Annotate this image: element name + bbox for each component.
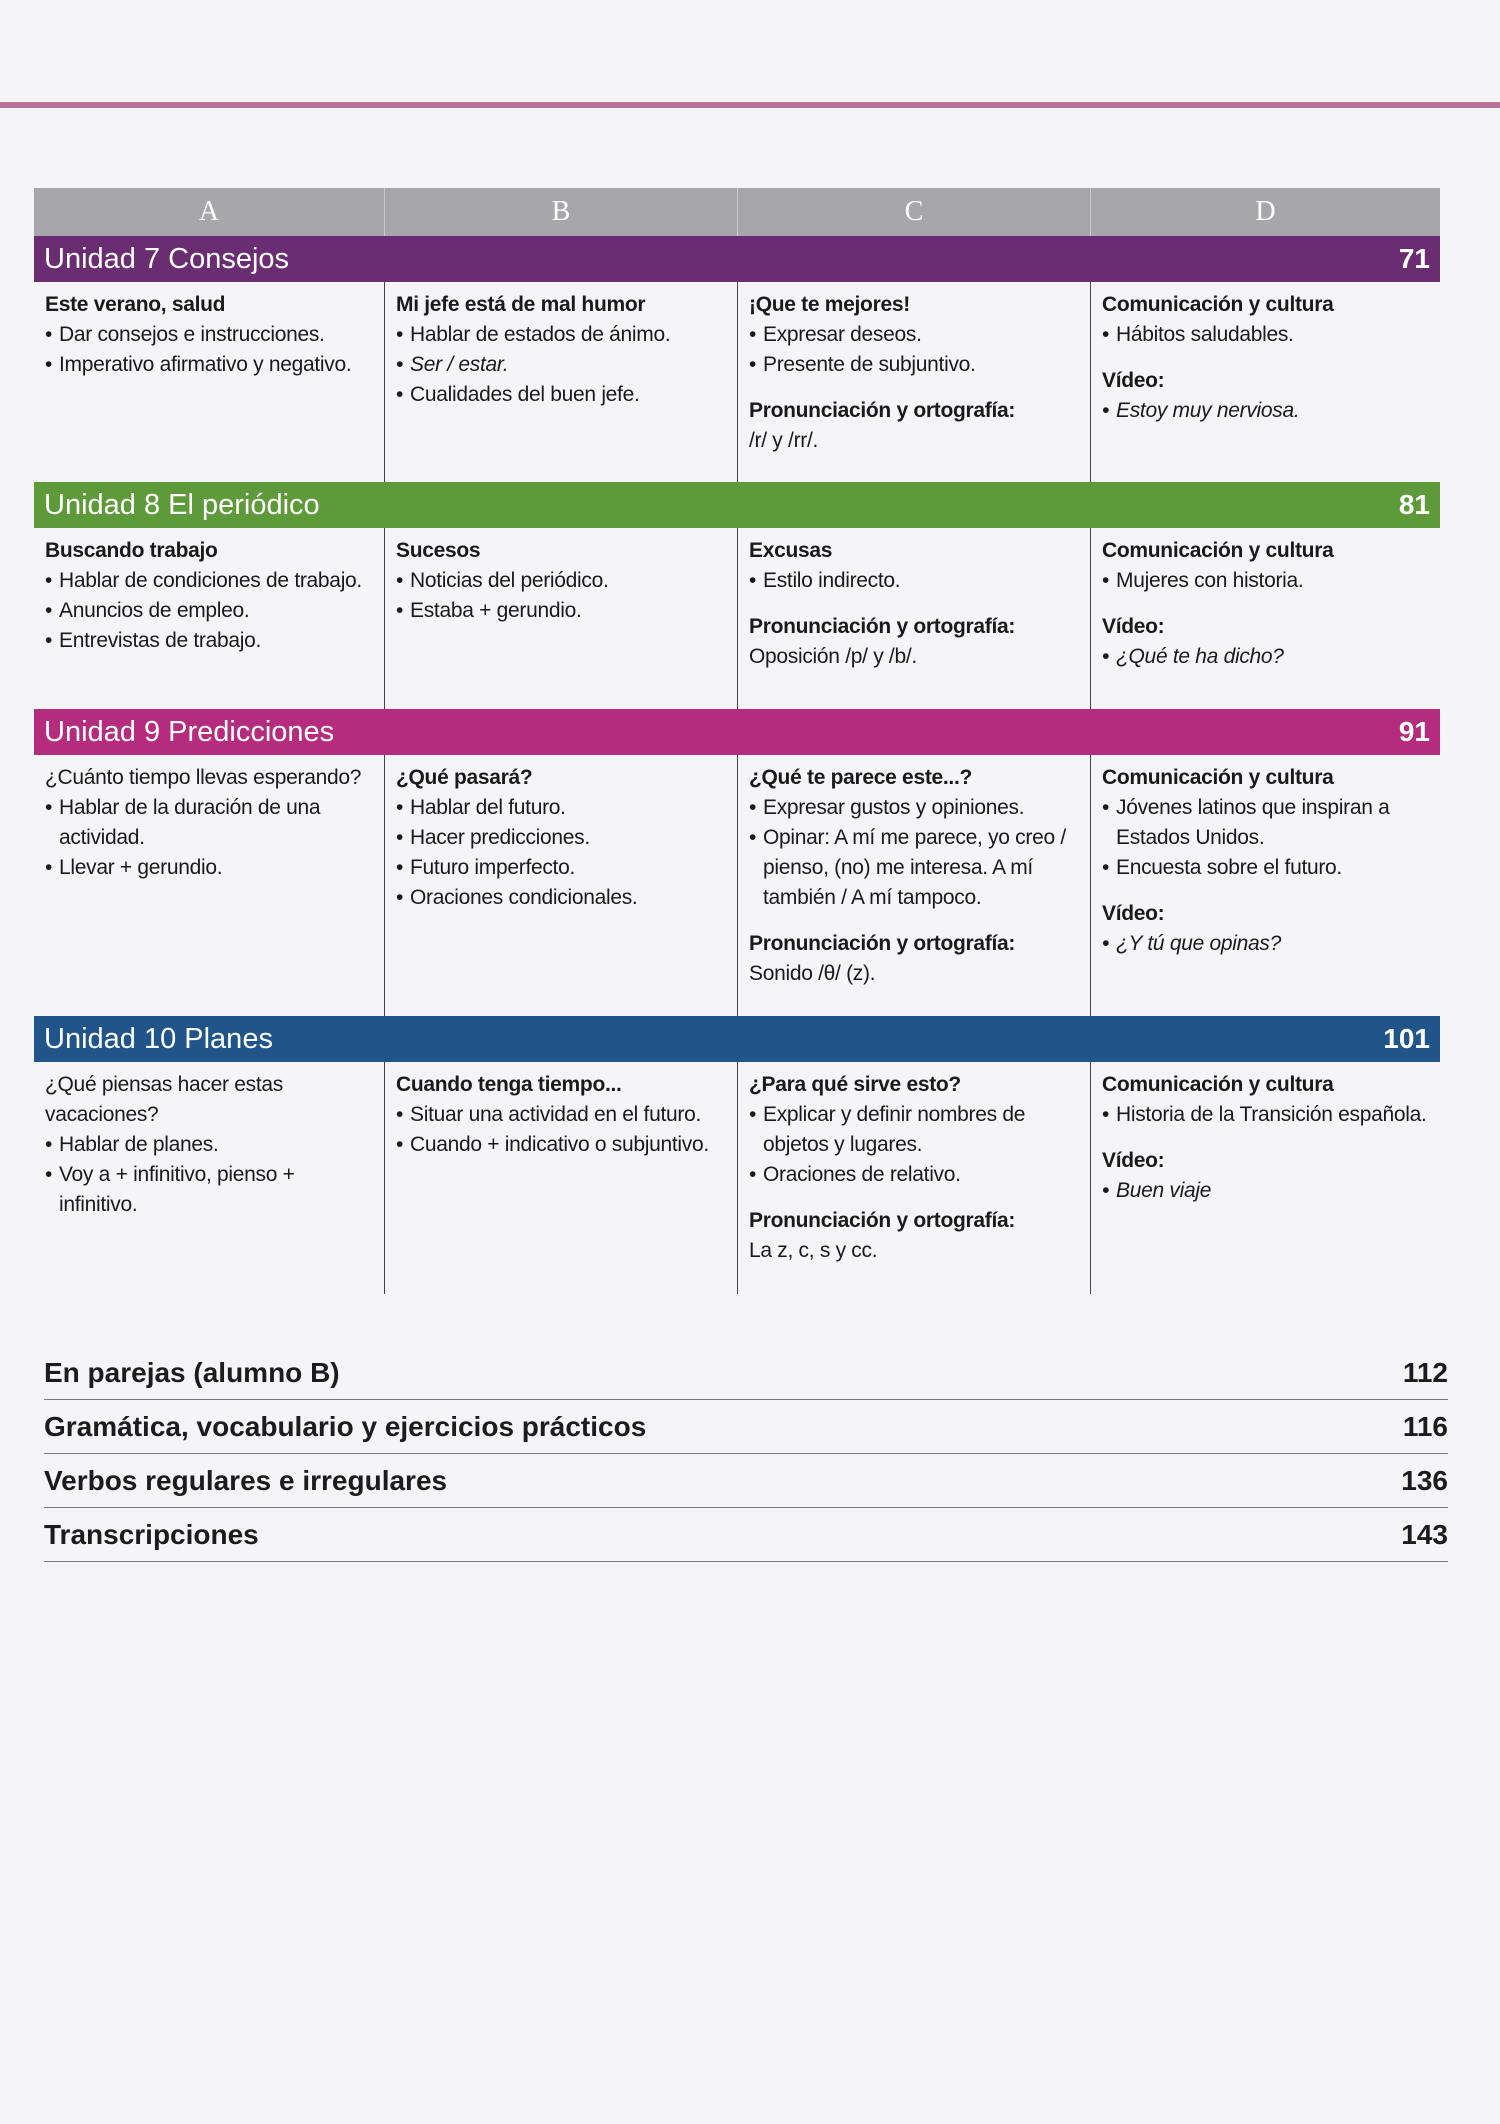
list-item: • Expresar deseos.: [749, 320, 1080, 350]
unit-7-bar[interactable]: [34, 236, 1440, 282]
section-title: Comunicación y cultura: [1102, 293, 1334, 316]
unit-8-body: [34, 528, 1440, 709]
section-title: Cuando tenga tiempo...: [396, 1073, 622, 1096]
unit-page-number: 81: [1398, 489, 1430, 520]
section-title: ¡Que te mejores!: [749, 293, 910, 316]
appendix-row[interactable]: [44, 1400, 1448, 1454]
appendix-page-number: 143: [1401, 1518, 1448, 1550]
video-item: • ¿Qué te ha dicho?: [1102, 642, 1430, 672]
section-title: Buscando trabajo: [45, 539, 218, 562]
list-item: • Noticias del periódico.: [396, 566, 727, 596]
section-title: ¿Qué te parece este...?: [749, 766, 973, 789]
list-item: • Futuro imperfecto.: [396, 853, 727, 883]
appendix-label: Verbos regulares e irregulares: [44, 1464, 448, 1496]
unit-10-cell-a: [34, 1062, 385, 1294]
list-item: • Oraciones de relativo.: [749, 1160, 1080, 1190]
unit-9-cell-d: [1091, 755, 1440, 1016]
appendix-row[interactable]: [44, 1454, 1448, 1508]
unit-9-cell-c: [738, 755, 1091, 1016]
section-title: Mi jefe está de mal humor: [396, 293, 646, 316]
list-item: • Oraciones condicionales.: [396, 883, 727, 913]
unit-8-cell-c: [738, 528, 1091, 709]
column-header-row: [34, 188, 1440, 236]
list-item: • Cuando + indicativo o subjuntivo.: [396, 1130, 727, 1160]
appendix-label: En parejas (alumno B): [44, 1356, 340, 1388]
unit-page-number: 71: [1398, 243, 1430, 274]
unit-7-body: [34, 282, 1440, 482]
video-title: Vídeo:: [1102, 902, 1165, 925]
unit-9-bar[interactable]: [34, 709, 1440, 755]
subsection-text: Oposición /p/ y /b/.: [749, 645, 917, 668]
unit-9-body: [34, 755, 1440, 1016]
unit-title: Unidad 9 Predicciones: [44, 715, 335, 748]
unit-7-cell-a: [34, 282, 385, 482]
list-item: • Voy a + infinitivo, pienso + infinitivo.: [45, 1160, 374, 1220]
section-title: Sucesos: [396, 539, 481, 562]
appendix-page-number: 136: [1401, 1464, 1448, 1496]
section-title: Comunicación y cultura: [1102, 1073, 1334, 1096]
section-title: Excusas: [749, 539, 833, 562]
column-header-a: A: [34, 188, 385, 236]
list-item: • Opinar: A mí me parece, yo creo / pienso, (no) me interesa. A mí también / A mí tampoco.: [749, 823, 1080, 913]
unit-10-body: [34, 1062, 1440, 1294]
subsection-title: Pronunciación y ortografía:: [749, 399, 1016, 422]
list-item: • Hablar de la duración de una actividad.: [45, 793, 374, 853]
list-item: • Anuncios de empleo.: [45, 596, 374, 626]
appendix-page-number: 112: [1402, 1356, 1448, 1388]
appendix-row[interactable]: [44, 1346, 1448, 1400]
list-item: • Situar una actividad en el futuro.: [396, 1100, 727, 1130]
unit-9-cell-b: [385, 755, 738, 1016]
list-item: • Presente de subjuntivo.: [749, 350, 1080, 380]
appendix-page-number: 116: [1402, 1410, 1448, 1442]
subsection-text: Sonido /θ/ (z).: [749, 962, 876, 985]
list-item: • Explicar y definir nombres de objetos y lugares.: [749, 1100, 1080, 1160]
subsection-text: /r/ y /rr/.: [749, 429, 819, 452]
list-item: • Entrevistas de trabajo.: [45, 626, 374, 656]
video-title: Vídeo:: [1102, 615, 1165, 638]
video-item: • ¿Y tú que opinas?: [1102, 929, 1430, 959]
unit-7-cell-c: [738, 282, 1091, 482]
column-header-d: D: [1255, 196, 1276, 227]
list-item: • Hablar de planes.: [45, 1130, 374, 1160]
unit-7-cell-d: [1091, 282, 1440, 482]
table-of-contents: [34, 188, 1440, 1294]
appendix-label: Gramática, vocabulario y ejercicios prácticos: [44, 1410, 647, 1442]
list-item: • Historia de la Transición española.: [1102, 1100, 1430, 1130]
list-item: • Hablar de condiciones de trabajo.: [45, 566, 374, 596]
subsection-title: Pronunciación y ortografía:: [749, 932, 1016, 955]
video-item: • Estoy muy nerviosa.: [1102, 396, 1430, 426]
video-title: Vídeo:: [1102, 369, 1165, 392]
appendix-row[interactable]: [44, 1508, 1448, 1562]
section-title: ¿Cuánto tiempo llevas esperando?: [45, 766, 362, 789]
unit-8-cell-b: [385, 528, 738, 709]
list-item: • Hablar de estados de ánimo.: [396, 320, 727, 350]
unit-title: Unidad 7 Consejos: [44, 242, 290, 275]
unit-10-cell-b: [385, 1062, 738, 1294]
section-title: ¿Qué piensas hacer estas vacaciones?: [45, 1073, 283, 1126]
list-item: • Llevar + gerundio.: [45, 853, 374, 883]
unit-page-number: 101: [1383, 1023, 1430, 1054]
list-item: • Ser / estar.: [396, 350, 727, 380]
list-item: • Imperativo afirmativo y negativo.: [45, 350, 374, 380]
unit-10-bar[interactable]: [34, 1016, 1440, 1062]
unit-page-number: 91: [1398, 716, 1430, 747]
unit-title: Unidad 8 El periódico: [44, 488, 320, 521]
unit-title: Unidad 10 Planes: [44, 1022, 273, 1055]
list-item: • Dar consejos e instrucciones.: [45, 320, 374, 350]
list-item: • Hábitos saludables.: [1102, 320, 1430, 350]
video-item: • Buen viaje: [1102, 1176, 1430, 1206]
list-item: • Expresar gustos y opiniones.: [749, 793, 1080, 823]
column-header-c: C: [738, 188, 1091, 236]
unit-9-cell-a: [34, 755, 385, 1016]
subsection-text: La z, c, s y cc.: [749, 1239, 878, 1262]
unit-8-bar[interactable]: [34, 482, 1440, 528]
column-header-b: B: [385, 188, 738, 236]
video-title: Vídeo:: [1102, 1149, 1165, 1172]
section-title: ¿Qué pasará?: [396, 766, 533, 789]
unit-7-cell-b: [385, 282, 738, 482]
appendix-list: [44, 1346, 1448, 1562]
section-title: Este verano, salud: [45, 293, 226, 316]
subsection-title: Pronunciación y ortografía:: [749, 1209, 1016, 1232]
list-item: • Mujeres con historia.: [1102, 566, 1430, 596]
section-title: Comunicación y cultura: [1102, 539, 1334, 562]
list-item: • Jóvenes latinos que inspiran a Estados Unidos.: [1102, 793, 1430, 853]
unit-8-cell-d: [1091, 528, 1440, 709]
list-item: • Hacer predicciones.: [396, 823, 727, 853]
unit-10-cell-c: [738, 1062, 1091, 1294]
top-rule: [0, 102, 1500, 108]
list-item: • Cualidades del buen jefe.: [396, 380, 727, 410]
appendix-label: Transcripciones: [44, 1518, 259, 1550]
unit-8-cell-a: [34, 528, 385, 709]
list-item: • Encuesta sobre el futuro.: [1102, 853, 1430, 883]
section-title: Comunicación y cultura: [1102, 766, 1334, 789]
section-title: ¿Para qué sirve esto?: [749, 1073, 961, 1096]
unit-10-cell-d: [1091, 1062, 1440, 1294]
list-item: • Estilo indirecto.: [749, 566, 1080, 596]
list-item: • Estaba + gerundio.: [396, 596, 727, 626]
subsection-title: Pronunciación y ortografía:: [749, 615, 1016, 638]
list-item: • Hablar del futuro.: [396, 793, 727, 823]
